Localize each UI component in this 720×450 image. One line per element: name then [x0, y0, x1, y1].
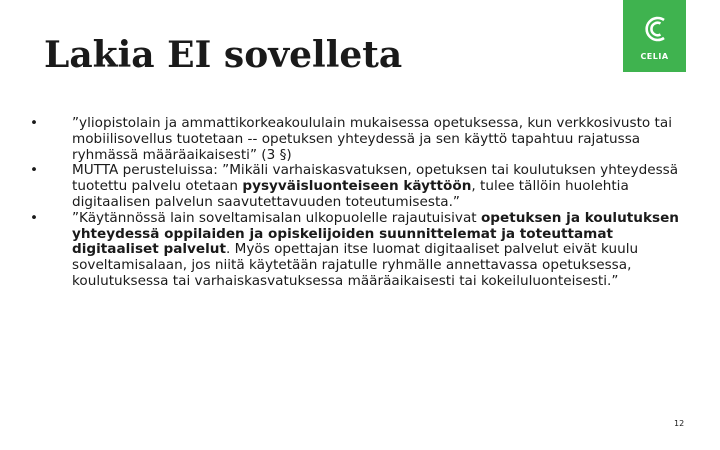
- logo-text: CELIA: [640, 52, 669, 61]
- bullet-marker: •: [29, 115, 39, 131]
- page-number: 12: [674, 419, 685, 428]
- bullet-list: [28, 116, 688, 290]
- bullet-item: [28, 163, 688, 210]
- bullet-text: ”Käytännössä lain soveltamisalan ulkopuolelle rajautuisivat: [72, 209, 481, 226]
- bullet-marker: •: [29, 162, 39, 179]
- bullet-emphasis-text: opetuksen ja koulutuksen yhteydessä oppilaiden ja opiskelijoiden suunnittelemat ja toteuttamat digitaaliset palvelut: [72, 209, 679, 258]
- bullet-item: [28, 211, 688, 290]
- bullet-item: [28, 116, 688, 163]
- bullet-emphasis-text: pysyväisluonteiseen käyttöön: [242, 178, 472, 195]
- bullet-text: , tulee tällöin huolehtia digitaalisen palvelun saavutettavuuden toteutumisesta.”: [72, 178, 629, 210]
- slide-title: Lakia EI sovelleta: [44, 34, 403, 76]
- celia-c-icon: [641, 14, 668, 44]
- bullet-marker: •: [29, 209, 39, 226]
- bullet-text: ”yliopistolain ja ammattikorkeakoululain mukaisessa opetuksessa, kun verkkosivusto tai mobiilisovellus tuotetaan -- opetuksen yhteydessä ja sen käyttö tapahtuu rajatussa ryhmässä määräaikaisesti” (3 §): [72, 115, 672, 163]
- bullet-text: MUTTA perusteluissa: ”Mikäli varhaiskasvatuksen, opetuksen tai koulutuksen yhteydessä tuotettu palvelu otetaan: [72, 162, 679, 195]
- bullet-text: . Myös opettajan itse luomat digitaaliset palvelut eivät kuulu soveltamisalaan, jos niitä käytetään rajatulle ryhmälle annettavassa opetuksessa, koulutuksessa tai varhaiskasvatuksessa määräaikaisesti tai kokeiluluonteisesti.”: [72, 241, 639, 289]
- celia-logo: [623, 0, 686, 72]
